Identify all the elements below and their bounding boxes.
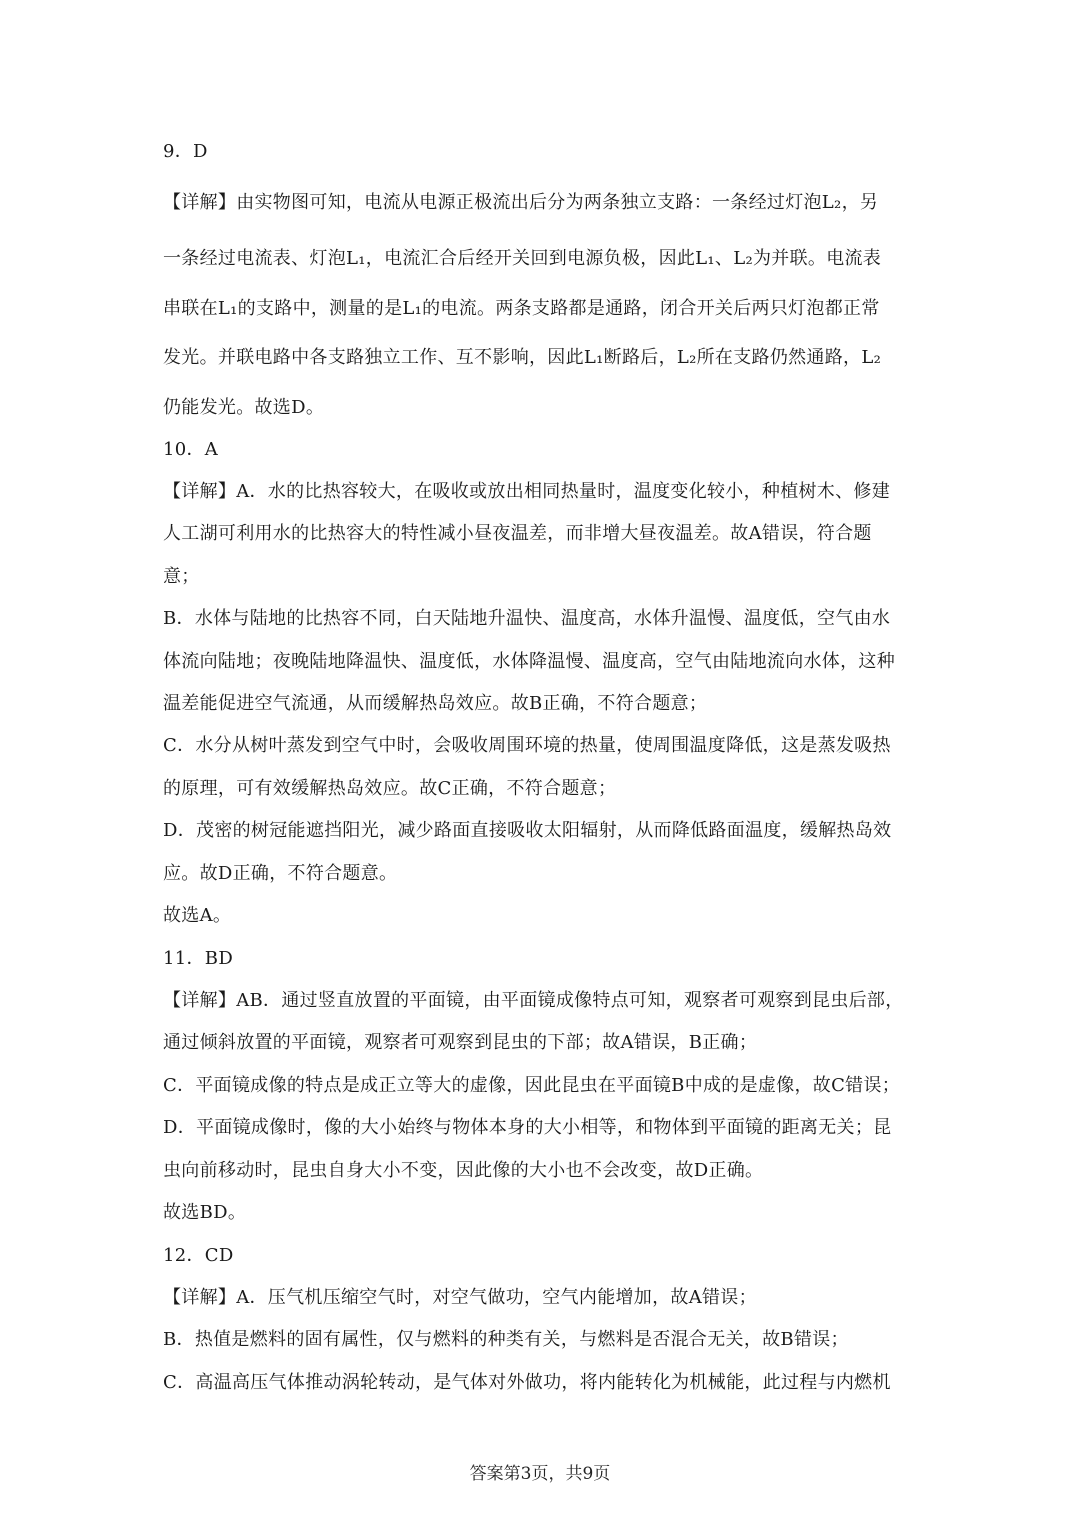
explanation-line: 【详解】A．压气机压缩空气时，对空气做功，空气内能增加，故A错误；: [163, 1287, 757, 1308]
explanation-line: 【详解】AB．通过竖直放置的平面镜，由平面镜成像特点可知，观察者可观察到昆虫后部，: [163, 990, 904, 1011]
explanation-line: 发光。并联电路中各支路独立工作、互不影响，因此L₁断路后，L₂所在支路仍然通路，L₂: [163, 347, 882, 368]
answer-number: 10．A: [163, 439, 219, 460]
explanation-line: 人工湖可利用水的比热容大的特性减小昼夜温差，而非增大昼夜温差。故A错误，符合题: [163, 523, 872, 544]
explanation-line: 仍能发光。故选D。: [163, 397, 325, 418]
explanation-line: B．水体与陆地的比热容不同，白天陆地升温快、温度高，水体升温慢、温度低，空气由水: [163, 608, 891, 629]
explanation-line: 虫向前移动时，昆虫自身大小不变，因此像的大小也不会改变，故D正确。: [163, 1160, 764, 1181]
explanation-line: 故选A。: [163, 905, 232, 926]
explanation-line: B．热值是燃料的固有属性，仅与燃料的种类有关，与燃料是否混合无关，故B错误；: [163, 1329, 849, 1350]
explanation-line: C．水分从树叶蒸发到空气中时，会吸收周围环境的热量，使周围温度降低，这是蒸发吸热: [163, 735, 891, 756]
explanation-line: C．平面镜成像的特点是成正立等大的虚像，因此昆虫在平面镜B中成的是虚像，故C错误；: [163, 1075, 901, 1096]
explanation-line: 意；: [163, 566, 200, 587]
explanation-line: 体流向陆地；夜晚陆地降温快、温度低，水体降温慢、温度高，空气由陆地流向水体，这种: [163, 651, 895, 672]
answer-number: 12．CD: [163, 1245, 234, 1266]
explanation-line: 【详解】由实物图可知，电流从电源正极流出后分为两条独立支路：一条经过灯泡L₂，另: [163, 192, 879, 213]
explanation-line: D．茂密的树冠能遮挡阳光，减少路面直接吸收太阳辐射，从而降低路面温度，缓解热岛效: [163, 820, 892, 841]
explanation-line: D．平面镜成像时，像的大小始终与物体本身的大小相等，和物体到平面镜的距离无关；昆: [163, 1117, 892, 1138]
answer-number: 9．D: [163, 141, 208, 162]
explanation-line: 【详解】A．水的比热容较大，在吸收或放出相同热量时，温度变化较小，种植树木、修建: [163, 481, 890, 502]
page-footer: 答案第3页，共9页: [469, 1464, 611, 1484]
explanation-line: 一条经过电流表、灯泡L₁，电流汇合后经开关回到电源负极，因此L₁、L₂为并联。电流表: [163, 248, 882, 269]
explanation-line: 通过倾斜放置的平面镜，观察者可观察到昆虫的下部；故A错误，B正确；: [163, 1032, 758, 1053]
explanation-line: C．高温高压气体推动涡轮转动，是气体对外做功，将内能转化为机械能，此过程与内燃机: [163, 1372, 891, 1393]
explanation-line: 串联在L₁的支路中，测量的是L₁的电流。两条支路都是通路，闭合开关后两只灯泡都正常: [163, 298, 880, 319]
answer-number: 11．BD: [163, 948, 234, 969]
explanation-line: 的原理，可有效缓解热岛效应。故C正确，不符合题意；: [163, 778, 617, 799]
explanation-line: 应。故D正确，不符合题意。: [163, 863, 398, 884]
explanation-line: 故选BD。: [163, 1202, 247, 1223]
explanation-line: 温差能促进空气流通，从而缓解热岛效应。故B正确，不符合题意；: [163, 693, 708, 714]
